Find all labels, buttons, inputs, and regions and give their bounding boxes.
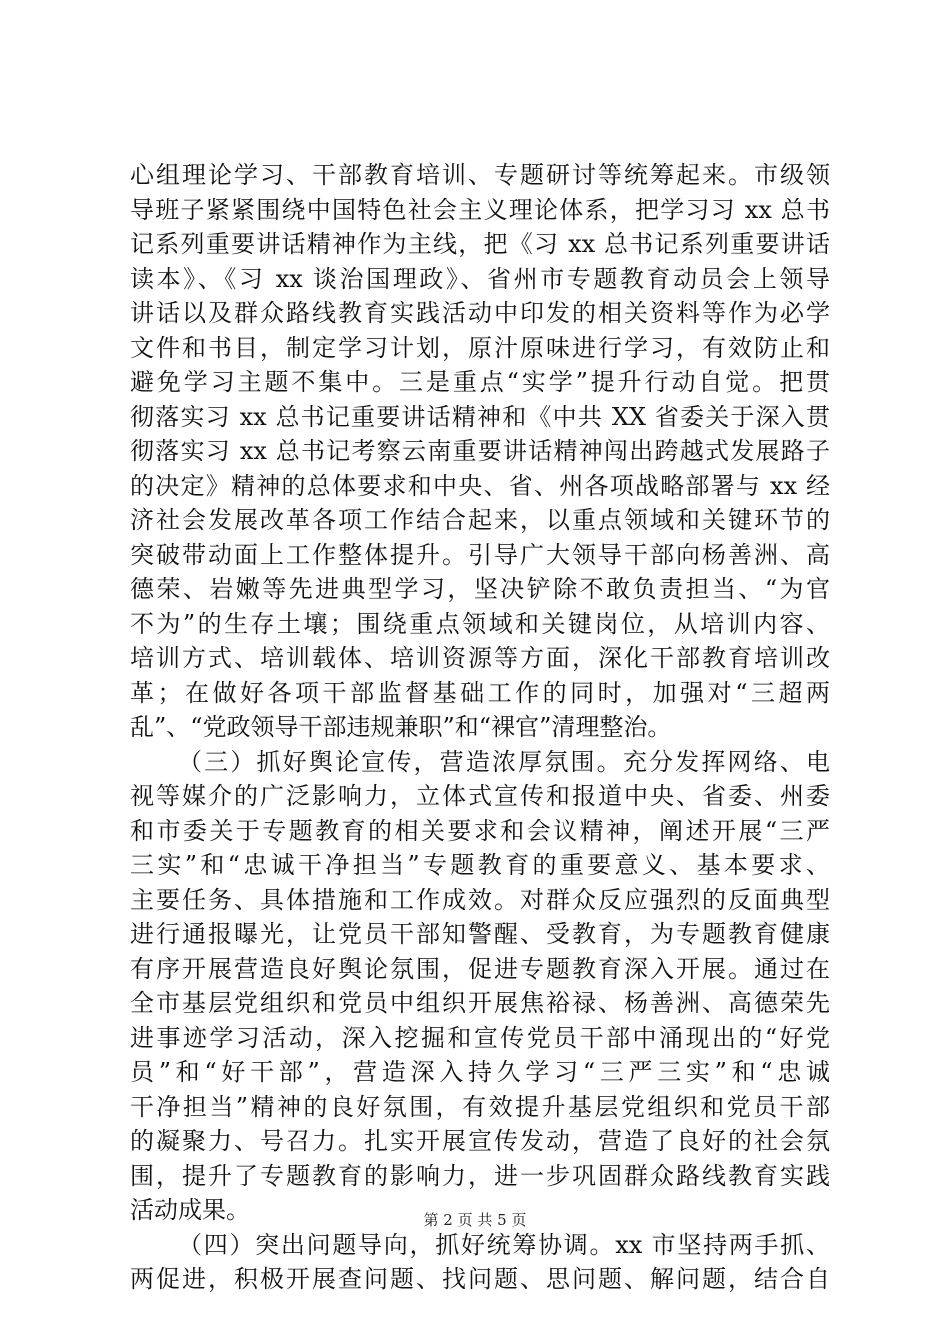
- text-line: 乱”、“党政领导干部违规兼职”和“裸官”清理整治。: [130, 713, 672, 741]
- text-line: 员”和“好干部”，营造深入持久学习“三严三实”和“忠诚: [130, 1058, 830, 1086]
- paragraph-heading-line: （四）突出问题导向，抓好统筹协调。xx 市坚持两手抓、: [178, 1230, 830, 1259]
- text-line: 导班子紧紧围绕中国特色社会主义理论体系，把学习习 xx 总书: [130, 195, 830, 224]
- text-line: 培训方式、培训载体、培训资源等方面，深化干部教育培训改: [130, 644, 830, 672]
- text-line: 文件和书目，制定学习计划，原汁原味进行学习，有效防止和: [130, 333, 830, 362]
- text-line: 记系列重要讲话精神作为主线，把《习 xx 总书记系列重要讲话: [130, 230, 830, 258]
- text-line: 心组理论学习、干部教育培训、专题研讨等统筹起来。市级领: [130, 161, 830, 189]
- text-line: 突破带动面上工作整体提升。引导广大领导干部向杨善洲、高: [130, 540, 830, 569]
- text-line: 全市基层党组织和党员中组织开展焦裕禄、杨善洲、高德荣先: [130, 989, 830, 1017]
- text-line: 避免学习主题不集中。三是重点“实学”提升行动自觉。把贯: [130, 368, 830, 396]
- text-line: 不为”的生存土壤；围绕重点领域和关键岗位，从培训内容、: [130, 609, 830, 638]
- text-line: 活动成果。: [130, 1196, 250, 1224]
- text-line: 彻落实习 xx 总书记考察云南重要讲话精神闯出跨越式发展路子: [130, 437, 830, 465]
- text-line: 德荣、岩嫩等先进典型学习，坚决铲除不敢负责担当、“为官: [130, 575, 830, 603]
- text-line: 彻落实习 xx 总书记重要讲话精神和《中共 XX 省委关于深入贯: [130, 402, 830, 431]
- text-line: 的凝聚力、号召力。扎实开展宣传发动，营造了良好的社会氛: [130, 1127, 830, 1155]
- text-line: 有序开展营造良好舆论氛围，促进专题教育深入开展。通过在: [130, 954, 830, 983]
- text-line: 讲话以及群众路线教育实践活动中印发的相关资料等作为必学: [130, 299, 830, 327]
- page-number-footer: 第 2 页 共 5 页: [423, 1211, 527, 1229]
- text-line: 进事迹学习活动，深入挖掘和宣传党员干部中涌现出的“好党: [130, 1023, 830, 1052]
- text-line: 革；在做好各项干部监督基础工作的同时，加强对“三超两: [130, 678, 830, 707]
- text-line: 济社会发展改革各项工作结合起来，以重点领域和关键环节的: [130, 506, 830, 534]
- text-line: 和市委关于专题教育的相关要求和会议精神，阐述开展“三严: [130, 816, 830, 845]
- document-body: [130, 158, 830, 1297]
- text-line: 两促进，积极开展查问题、找问题、思问题、解问题，结合自: [130, 1265, 830, 1293]
- paragraph-heading-line: （三）抓好舆论宣传，营造浓厚氛围。充分发挥网络、电: [178, 747, 830, 776]
- text-line: 视等媒介的广泛影响力，立体式宣传和报道中央、省委、州委: [130, 782, 830, 810]
- text-line: 干净担当”精神的良好氛围，有效提升基层党组织和党员干部: [130, 1092, 830, 1121]
- text-line: 围，提升了专题教育的影响力，进一步巩固群众路线教育实践: [130, 1161, 830, 1190]
- text-line: 的决定》精神的总体要求和中央、省、州各项战略部署与 xx 经: [130, 471, 830, 500]
- text-line: 三实”和“忠诚干净担当”专题教育的重要意义、基本要求、: [130, 851, 830, 879]
- text-line: 进行通报曝光，让党员干部知警醒、受教育，为专题教育健康: [130, 920, 830, 948]
- text-line: 主要任务、具体措施和工作成效。对群众反应强烈的反面典型: [130, 885, 830, 914]
- text-line: 读本》、《习 xx 谈治国理政》、省州市专题教育动员会上领导: [130, 264, 830, 293]
